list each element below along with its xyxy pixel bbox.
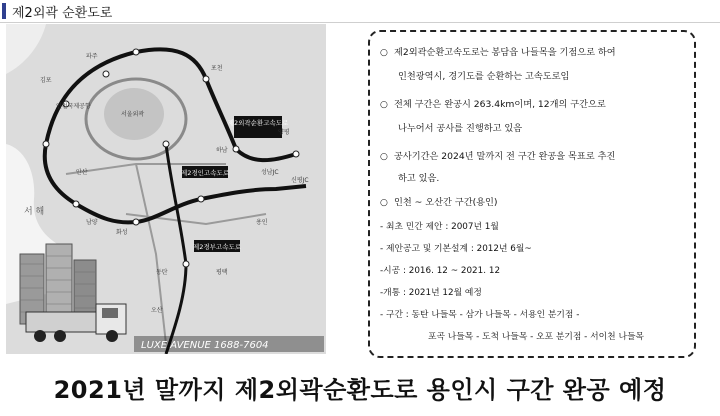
info-line: 나누어서 공사를 진행하고 있음 bbox=[398, 123, 523, 134]
place-label: 하남 bbox=[216, 147, 228, 154]
sea-label: 서 해 bbox=[24, 207, 45, 217]
place-label: 화성 bbox=[116, 229, 128, 236]
detail-line: - 구간 : 동탄 나들목 - 삼가 나들목 - 서용인 분기점 - bbox=[380, 310, 580, 320]
info-line: 인천광역시, 경기도를 순환하는 고속도로임 bbox=[398, 71, 570, 82]
place-label: 용인 bbox=[256, 219, 268, 226]
watermark-text: LUXE AVENUE 1688-7604 bbox=[141, 340, 269, 351]
info-line: 인천 ~ 오산간 구간(용인) bbox=[394, 197, 498, 208]
bullet-mark: ○ bbox=[380, 100, 388, 110]
place-label: 남양 bbox=[86, 219, 98, 226]
map-graphic bbox=[6, 24, 326, 354]
info-line: 하고 있음. bbox=[398, 173, 440, 184]
place-label: 안산 bbox=[76, 169, 88, 176]
bullet-mark: ○ bbox=[380, 48, 388, 58]
info-item bbox=[380, 196, 498, 210]
expressway-map bbox=[6, 24, 326, 354]
place-label: 신평JC bbox=[291, 177, 309, 184]
place-label: 포천 bbox=[211, 65, 223, 72]
place-label: 김포 bbox=[40, 77, 52, 84]
page-header bbox=[0, 0, 720, 24]
place-label: 성남JC bbox=[261, 169, 279, 176]
detail-line: -개통 : 2021년 12월 예정 bbox=[380, 288, 482, 298]
info-line: 제2외곽순환고속도로는 봉담읍 나들목을 기점으로 하여 bbox=[394, 47, 616, 58]
detail-line: - 최초 민간 제안 : 2007년 1월 bbox=[380, 222, 499, 232]
headline: 2021년 말까지 제2외곽순환도로 용인시 구간 완공 예정 bbox=[53, 376, 667, 404]
info-item bbox=[380, 150, 615, 164]
place-label: 동탄 bbox=[156, 269, 168, 276]
info-line: 공사기간은 2024년 말까지 전 구간 완공을 목표로 추진 bbox=[394, 151, 616, 162]
bullet-mark: ○ bbox=[380, 198, 388, 208]
detail-line: 포곡 나들목 - 도척 나들목 - 오포 분기점 - 서이천 나들목 bbox=[428, 332, 644, 342]
header-divider bbox=[0, 22, 720, 23]
callout-gyeongbu-text: 제2경부고속도로 bbox=[192, 243, 242, 251]
place-label: 오산 bbox=[151, 307, 163, 314]
header-accent-bar bbox=[2, 3, 6, 19]
info-item bbox=[380, 98, 606, 112]
place-label: 양평 bbox=[278, 129, 290, 136]
place-label: 서울외곽 bbox=[121, 111, 145, 118]
bullet-mark: ○ bbox=[380, 152, 388, 162]
place-label: 평택 bbox=[216, 269, 228, 276]
page-title: 제2외곽 순환도로 bbox=[12, 6, 113, 21]
callout-gyeongin-text: 제2경인고속도로 bbox=[180, 169, 230, 177]
info-line: 전체 구간은 완공시 263.4km이며, 12개의 구간으로 bbox=[394, 99, 606, 110]
info-box bbox=[368, 30, 696, 358]
place-label: 인천국제공항 bbox=[56, 103, 91, 110]
callout-ring-road-text: 제2외곽순환고속도로 bbox=[227, 119, 289, 127]
detail-line: -시공 : 2016. 12 ~ 2021. 12 bbox=[380, 266, 501, 276]
place-label: 파주 bbox=[86, 53, 98, 60]
info-item bbox=[380, 46, 616, 60]
detail-line: - 제안공고 및 기본설계 : 2012년 6월~ bbox=[380, 244, 532, 254]
